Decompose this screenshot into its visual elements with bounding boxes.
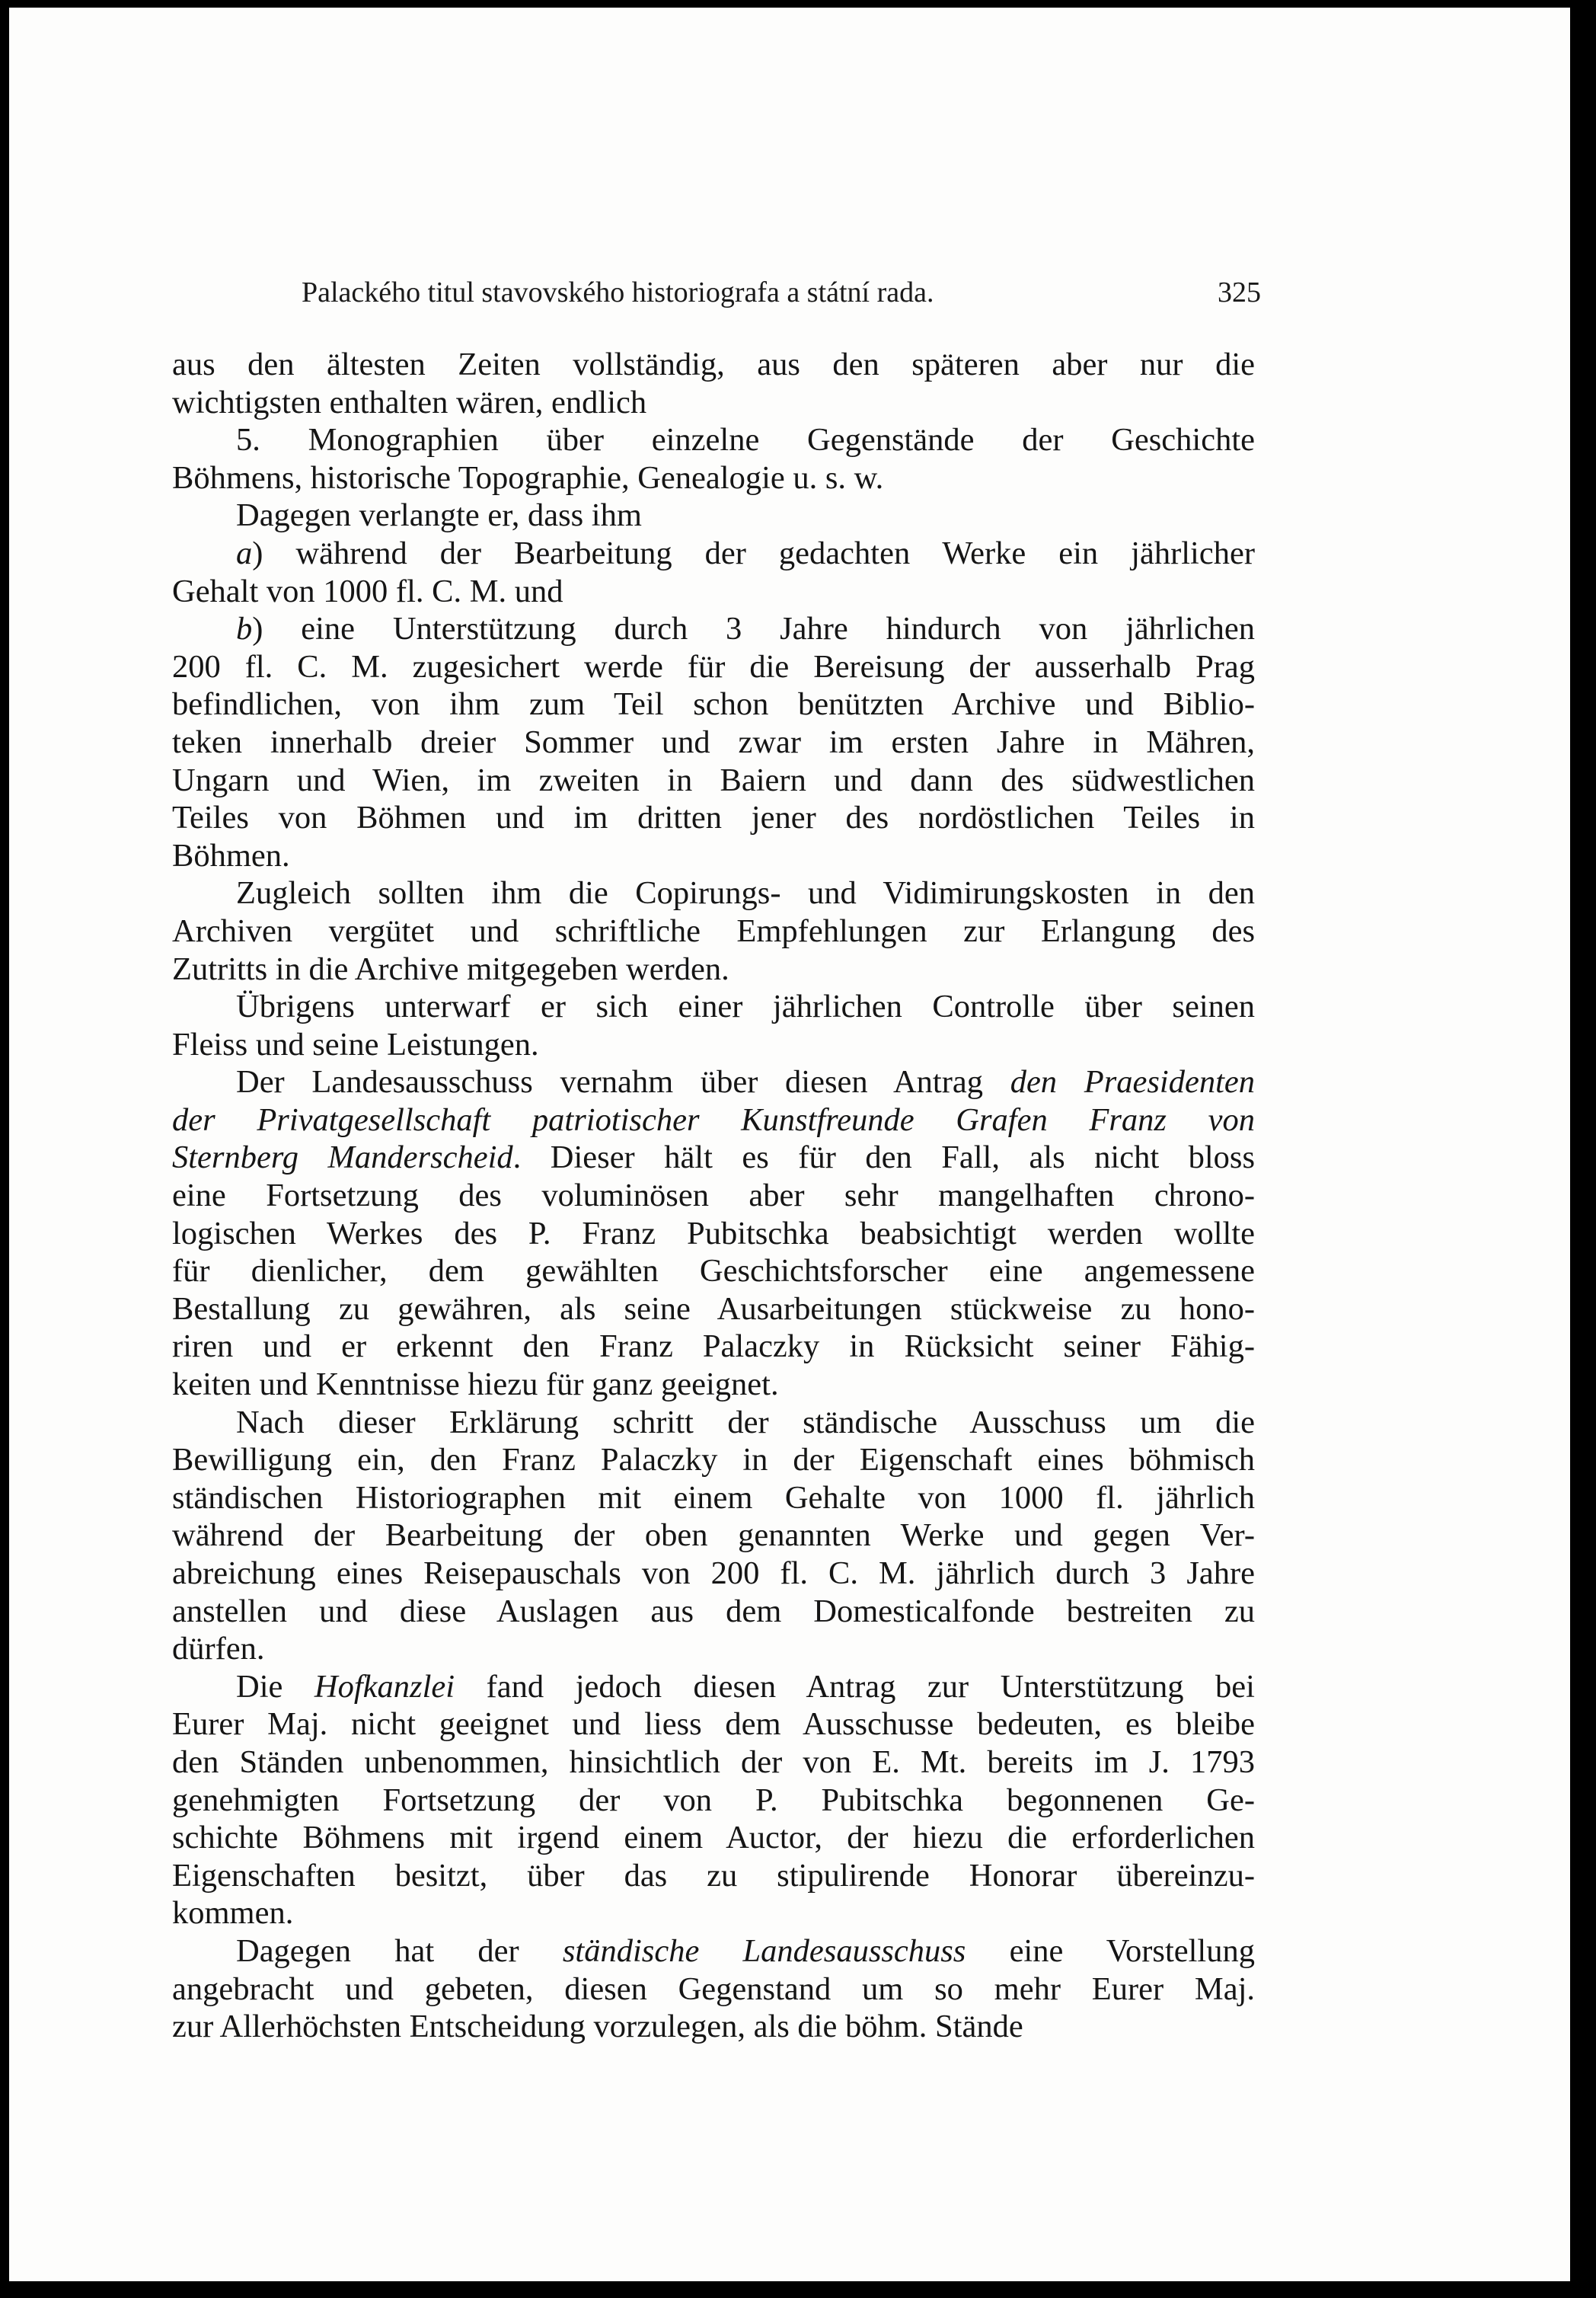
text-line: Fleiss und seine Leistungen. xyxy=(172,1026,539,1063)
text-line: Eurer Maj. nicht geeignet und liess dem Ausschusse bedeuten, es bleibe xyxy=(172,1706,1255,1743)
text-line: befindlichen, von ihm zum Teil schon benützten Archive und Biblio- xyxy=(172,686,1255,723)
text-line: eine Fortsetzung des voluminösen aber sehr mangelhaften chrono- xyxy=(172,1178,1255,1214)
text-line: ständischen Historiographen mit einem Gehalte von 1000 fl. jährlich xyxy=(172,1479,1255,1516)
text-line: Ungarn und Wien, im zweiten in Baiern und dann des südwestlichen xyxy=(172,762,1255,798)
text-line: Bestallung zu gewähren, als seine Ausarbeitungen stückweise zu hono- xyxy=(172,1290,1255,1327)
text-line: Sternberg Manderscheid. Dieser hält es für den Fall, als nicht bloss xyxy=(172,1139,1256,1176)
text-line: teken innerhalb dreier Sommer und zwar im ersten Jahre in Mähren, xyxy=(172,724,1255,760)
text-line: keiten und Kenntnisse hiezu für ganz geeignet. xyxy=(172,1366,779,1403)
text-line: angebracht und gebeten, diesen Gegenstand um so mehr Eurer Maj. xyxy=(172,1970,1255,2007)
running-header xyxy=(302,276,1261,321)
text-line: 200 fl. C. M. zugesichert werde für die Bereisung der ausserhalb Prag xyxy=(172,648,1255,685)
text-line: aus den ältesten Zeiten vollständig, aus den späteren aber nur die xyxy=(172,347,1255,382)
text-line: Bewilligung ein, den Franz Palaczky in der Eigenschaft eines böhmisch xyxy=(172,1442,1255,1478)
text-line: Gehalt von 1000 fl. C. M. und xyxy=(172,573,563,609)
text-line: der Privatgesellschaft patriotischer Kunstfreunde Grafen Franz von xyxy=(172,1101,1255,1138)
text-line: Der Landesausschuss vernahm über diesen Antrag den Praesidenten xyxy=(236,1064,1255,1101)
text-line: Archiven vergütet und schriftliche Empfehlungen zur Erlangung des xyxy=(172,912,1255,949)
text-line: Böhmen. xyxy=(172,837,290,874)
text-line: wichtigsten enthalten wären, endlich xyxy=(172,384,647,420)
text-line: logischen Werkes des P. Franz Pubitschka beabsichtigt werden wollte xyxy=(172,1215,1255,1251)
scanned-page xyxy=(9,8,1570,2281)
text-line: riren und er erkennt den Franz Palaczky in Rücksicht seiner Fähig- xyxy=(172,1328,1255,1365)
text-line: den Ständen unbenommen, hinsichtlich der von E. Mt. bereits im J. 1793 xyxy=(172,1743,1255,1780)
running-title: Palackého titul stavovského historiografa a státní rada. xyxy=(302,276,934,308)
text-line: 5. Monographien über einzelne Gegenstände der Geschichte xyxy=(236,422,1255,459)
text-line: Zugleich sollten ihm die Copirungs- und Vidimirungskosten in den xyxy=(236,875,1255,912)
text-line: Böhmens, historische Topographie, Genealogie u. s. w. xyxy=(172,459,884,496)
text-line: Nach dieser Erklärung schritt der ständische Ausschuss um die xyxy=(236,1404,1255,1440)
text-line: Zutritts in die Archive mitgegeben werden. xyxy=(172,951,729,987)
text-line: a) während der Bearbeitung der gedachten Werke ein jährlicher xyxy=(236,535,1255,571)
text-line: Die Hofkanzlei fand jedoch diesen Antrag zur Unterstützung bei xyxy=(236,1668,1255,1705)
body-text xyxy=(172,346,1255,2046)
page-number: 325 xyxy=(1218,276,1261,308)
text-line: während der Bearbeitung der oben genannten Werke und gegen Ver- xyxy=(172,1517,1255,1554)
text-line: zur Allerhöchsten Entscheidung vorzulegen, als die böhm. Stände xyxy=(172,2009,1023,2045)
text-line: Eigenschaften besitzt, über das zu stipulirende Honorar übereinzu- xyxy=(172,1857,1255,1894)
text-line: für dienlicher, dem gewählten Geschichtsforscher eine angemessene xyxy=(172,1253,1255,1290)
text-line: kommen. xyxy=(172,1895,294,1932)
text-line: Dagegen verlangte er, dass ihm xyxy=(236,497,642,534)
text-line: schichte Böhmens mit irgend einem Auctor, der hiezu die erforderlichen xyxy=(172,1820,1255,1856)
text-line: Übrigens unterwarf er sich einer jährlichen Controlle über seinen xyxy=(236,989,1255,1025)
text-line: Teiles von Böhmen und im dritten jener des nordöstlichen Teiles in xyxy=(172,800,1255,836)
text-line: anstellen und diese Auslagen aus dem Domesticalfonde bestreiten zu xyxy=(172,1593,1255,1629)
text-line: genehmigten Fortsetzung der von P. Pubitschka begonnenen Ge- xyxy=(172,1782,1255,1818)
text-line: b) eine Unterstützung durch 3 Jahre hindurch von jährlichen xyxy=(236,611,1255,647)
text-line: Dagegen hat der ständische Landesausschuss eine Vorstellung xyxy=(236,1932,1255,1969)
text-line: dürfen. xyxy=(172,1631,265,1667)
text-line: abreichung eines Reisepauschals von 200 fl. C. M. jährlich durch 3 Jahre xyxy=(172,1555,1255,1591)
